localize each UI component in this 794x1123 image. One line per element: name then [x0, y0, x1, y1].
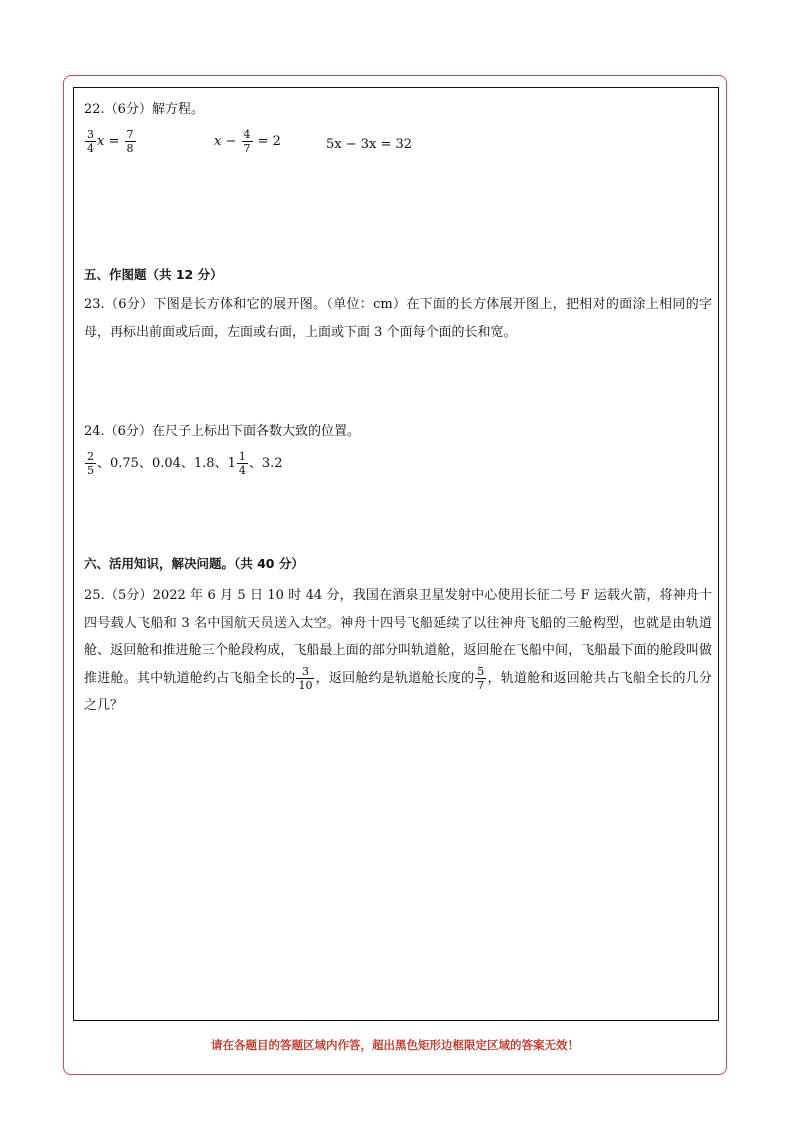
section-6-heading: 六、活用知识，解决问题。（共 40 分）: [84, 556, 304, 571]
section-5-heading: 五、作图题（共 12 分）: [84, 267, 223, 282]
footer-warning: 请在各题目的答题区域内作答，超出黑色矩形边框限定区域的答案无效！: [211, 1038, 579, 1052]
fraction-7-8: $\frac{7}{8}$: [126, 128, 134, 155]
equation-1: $\frac{3}{4}$ x = $\frac{7}{8}$: [87, 128, 134, 155]
fraction-2-5: $\frac{2}{5}$: [87, 450, 94, 477]
equation-2: x − $\frac{4}{7}$ = 2: [214, 128, 281, 155]
fraction-1-4: $\frac{1}{4}$: [238, 450, 246, 477]
answer-area-border: [73, 87, 719, 1021]
question-22-title: 22.（6分）解方程。: [84, 102, 204, 117]
fraction-3-10: $\frac{3}{10}$: [298, 664, 313, 692]
question-23-text: 23.（6分）下图是长方体和它的展开图。（单位：cm）在下面的长方体展开图上，把相对的面涂上相同的字母，再标出前面或后面，左面或右面，上面或下面 3 个面每个面的长和宽。: [84, 297, 712, 340]
equation-3: 5x − 3x = 32: [326, 137, 413, 152]
question-24-numbers: $\frac{2}{5}$ 、0.75、0.04、1.8、1 $\frac{1}{4}$ 、3.2: [87, 450, 283, 477]
fraction-5-7: $\frac{5}{7}$: [477, 664, 485, 692]
fraction-4-7: $\frac{4}{7}$: [243, 128, 251, 155]
fraction-3-4: $\frac{3}{4}$: [87, 128, 94, 155]
question-25-text: 25.（5分）2022 年 6 月 5 日 10 时 44 分，我国在酒泉卫星发射中心使用长征二号 F 运载火箭，将神舟十四号载人飞船和 3 名中国航天员送入太空。神舟十四号飞船延续了以往神舟飞船的三舱构型，也就是由轨道舱、返回舱和推进舱三个舱段构成，飞船最上面的部分叫轨道舱，返回舱在飞船中间，飞船最下面的舱段叫做推进舱。其中轨道舱约占飞船全长的 $\frac{3}{10}$ ，返回舱约是轨道舱长度的 $\frac{5}{7}$ ，轨道舱和返回舱共占飞船全长的几分之几？: [84, 588, 712, 713]
question-24-title: 24.（6分）在尺子上标出下面各数大致的位置。: [84, 424, 360, 439]
